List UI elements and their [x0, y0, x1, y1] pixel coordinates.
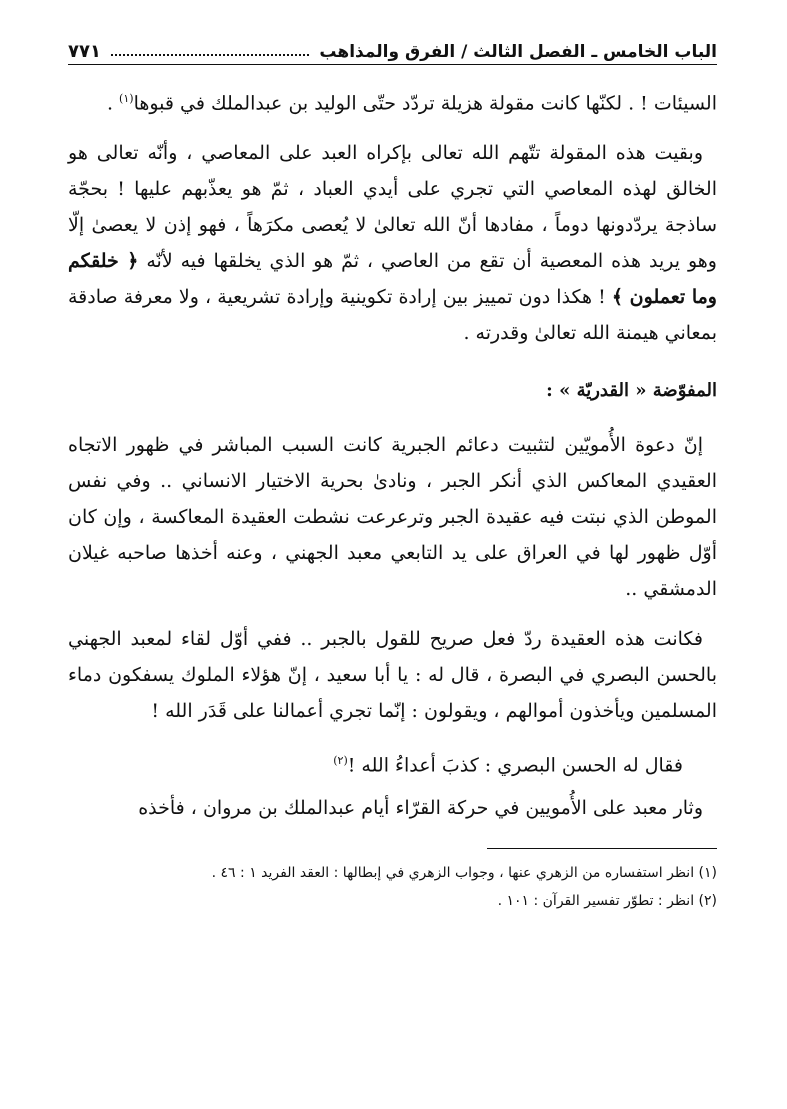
- paragraph-2: [68, 135, 717, 351]
- header-dot-leader: [111, 54, 309, 56]
- footnote-1: (١) انظر استفساره من الزهري عنها ، وجواب الزهري في إبطالها : العقد الفريد ١ : ٤٦ .: [211, 864, 717, 881]
- running-head: الباب الخامس ـ الفصل الثالث / الفرق والمذاهب: [319, 42, 717, 62]
- paragraph-1-end: .: [106, 92, 113, 115]
- paragraph-5: [68, 743, 717, 783]
- page-body: [68, 81, 717, 826]
- book-page: [68, 28, 717, 1089]
- section-heading: المفوّضة « القدريّة » :: [546, 380, 717, 402]
- paragraph-4: فكانت هذه العقيدة ردّ فعل صريح للقول بالجبر .. ففي أوّل لقاء لمعبد الجهني بالحسن البصري في البصرة ، قال له : يا أبا سعيد ، إنّ هؤلاء الملوك يسفكون دماء المسلمين ويأخذون أموالهم ، ويقولون : إنّما تجري أعمالنا على قَدَر الله !: [68, 628, 717, 723]
- footnote-2: (٢) انظر : تطوّر تفسير القرآن : ١٠١ .: [497, 892, 717, 909]
- paragraph-5-text: فقال له الحسن البصري : كذبَ أعداءُ الله !: [347, 754, 683, 777]
- paragraph-3: إنّ دعوة الأُمويّين لتثبيت دعائم الجبرية كانت السبب المباشر في ظهور الاتجاه العقيدي المعاكس الذي أنكر الجبر ، ونادىٰ بحرية الاختيار الانساني .. وفي نفس الموطن الذي نبتت فيه عقيدة الجبر وترعرعت نشطت العقيدة المعاكسة ، وإن كان أوّل ظهور لها في العراق على يد التابعي معبد الجهني ، وعنه أخذها صاحبه غيلان الدمشقي ..: [68, 434, 717, 601]
- paragraph-6: وثار معبد على الأُمويين في حركة القرّاء أيام عبدالملك بن مروان ، فأخذه: [138, 796, 703, 819]
- paragraph-2-text: وبقيت هذه المقولة تتّهم الله تعالى بإكراه العبد على المعاصي ، وأنّه تعالى هو الخالق لهذه المعاصي التي تجري على أيدي العباد ، ثمّ هو يعذّبهم عليها ! بحجّة ساذجة يردّدونها دوماً ، مفادها أنّ الله تعالىٰ لا يُعصى مكرَهاً ، فهو إذن لا يعصىٰ إلّا وهو يريد هذه المعصية أن تقع من العاصي ، ثمّ هو الذي يخلقها فيه لأنّه: [68, 142, 717, 273]
- footnote-separator: [487, 848, 717, 849]
- page-header: [68, 28, 717, 65]
- paragraph-2-text-end: ! هكذا دون تمييز بين إرادة تكوينية وإرادة تشريعية ، ولا معرفة صادقة بمعاني هيمنة الله تعالىٰ وقدرته .: [68, 286, 717, 345]
- footnote-ref-1: (١): [119, 92, 134, 105]
- page-number: ٧٧١: [68, 41, 101, 62]
- footnote-ref-2: (٢): [333, 754, 348, 768]
- quran-quote: ﴿ خلقكم وما تعملون ﴾: [68, 250, 717, 309]
- paragraph-1-text: السيئات ! . لكنّها كانت مقولة هزيلة تردّد حتّى الوليد بن عبدالملك في قبوها: [133, 92, 717, 115]
- footnotes: [68, 859, 717, 915]
- paragraph-1: [68, 81, 717, 121]
